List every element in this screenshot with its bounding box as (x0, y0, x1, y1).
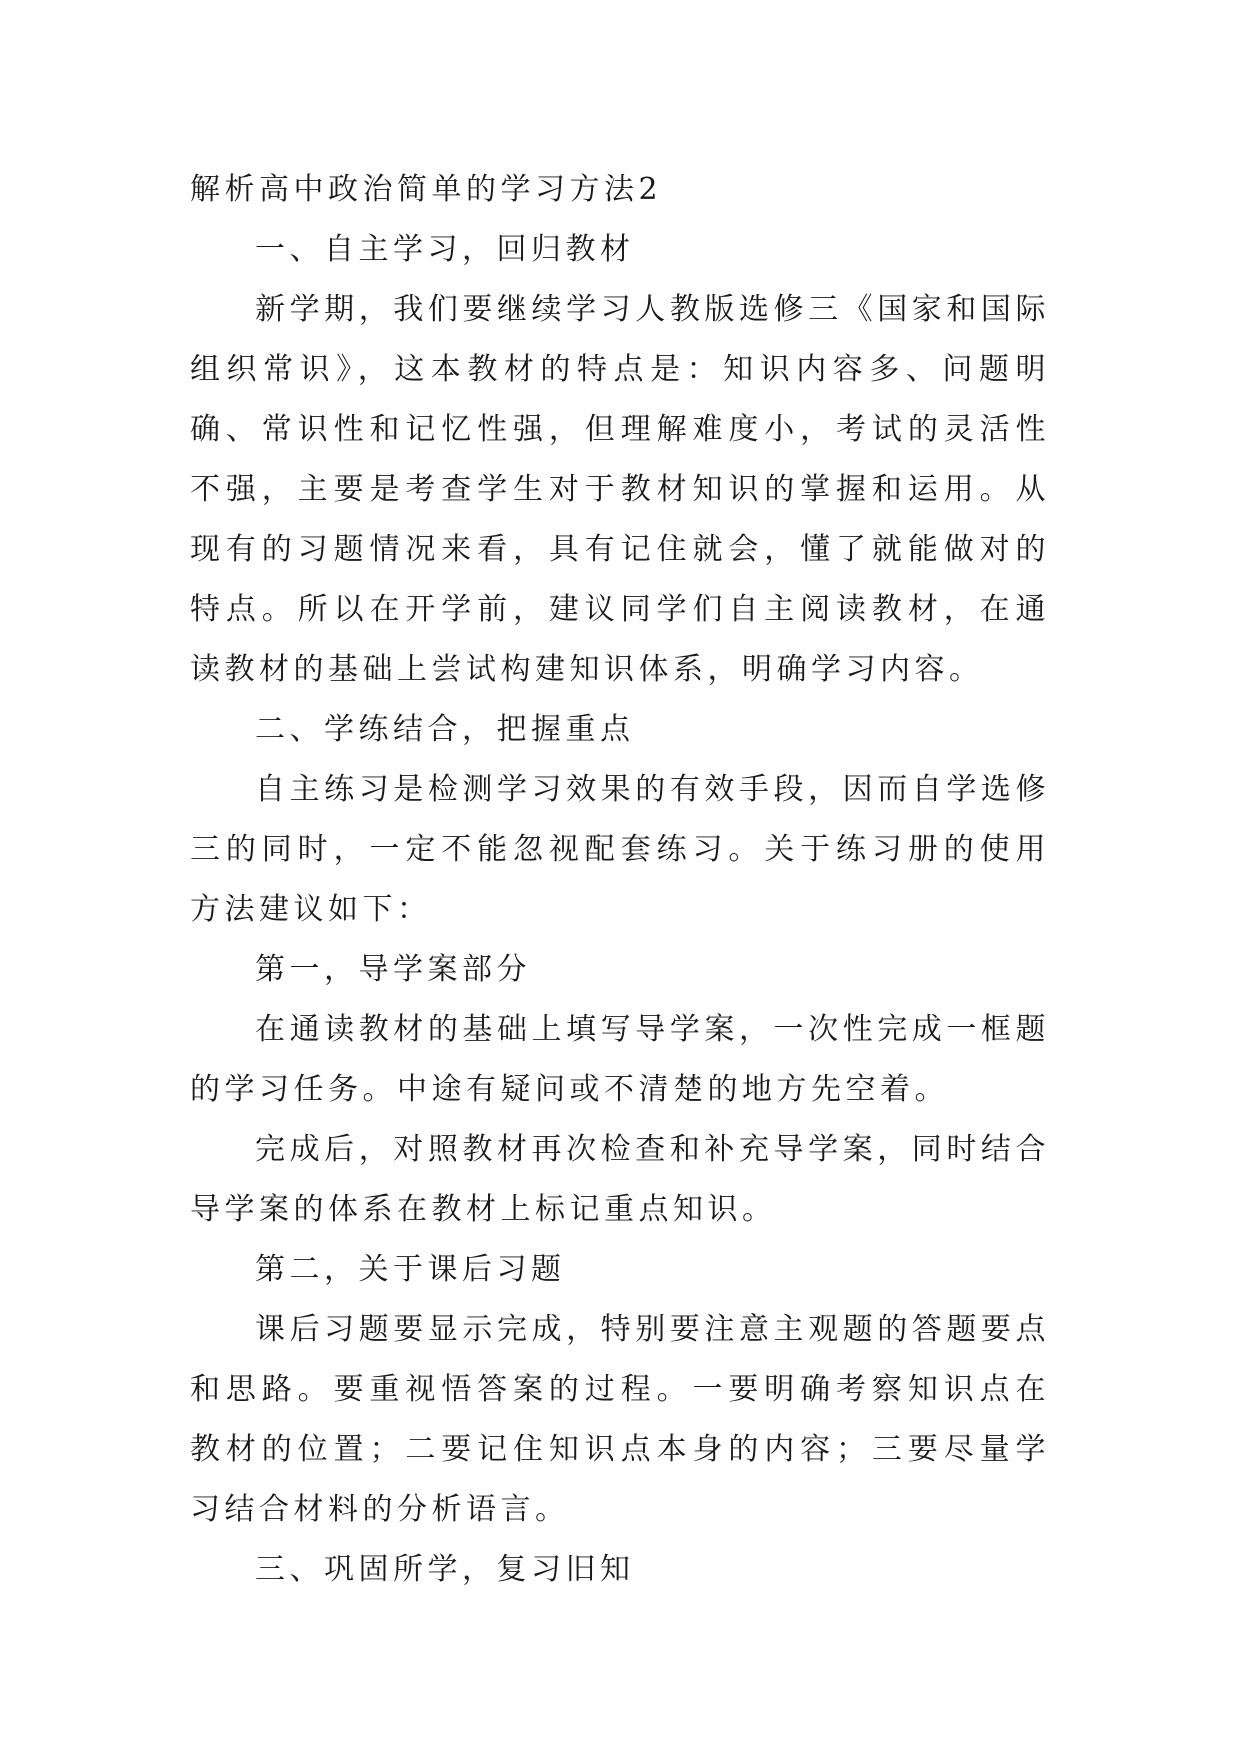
paragraph: 在通读教材的基础上填写导学案，一次性完成一框题的学习任务。中途有疑问或不清楚的地方先空着。 (190, 1012, 1050, 1107)
paragraph: 新学期，我们要继续学习人教版选修三《国家和国际组织常识》，这本教材的特点是：知识内容多、问题明确、常识性和记忆性强，但理解难度小，考试的灵活性不强，主要是考查学生对于教材知识的掌握和运用。从现有的习题情况来看，具有记住就会，懂了就能做对的特点。所以在开学前，建议同学们自主阅读教材，在通读教材的基础上尝试构建知识体系，明确学习内容。 (190, 292, 1050, 687)
section-heading-1: 一、自主学习，回归教材 (255, 232, 635, 267)
subsection-heading-1: 第一，导学案部分 (255, 952, 531, 987)
section-heading-2: 二、学练结合，把握重点 (255, 712, 635, 747)
paragraph: 自主练习是检测学习效果的有效手段，因而自学选修三的同时，一定不能忽视配套练习。关于练习册的使用方法建议如下： (190, 772, 1050, 927)
paragraph: 完成后，对照教材再次检查和补充导学案，同时结合导学案的体系在教材上标记重点知识。 (190, 1132, 1050, 1227)
document-body (190, 160, 1050, 1600)
section-heading-3: 三、巩固所学，复习旧知 (255, 1552, 635, 1587)
document-title: 解析高中政治简单的学习方法2 (190, 172, 663, 207)
subsection-heading-2: 第二，关于课后习题 (255, 1252, 566, 1287)
paragraph: 课后习题要显示完成，特别要注意主观题的答题要点和思路。要重视悟答案的过程。一要明确考察知识点在教材的位置；二要记住知识点本身的内容；三要尽量学习结合材料的分析语言。 (190, 1312, 1050, 1527)
